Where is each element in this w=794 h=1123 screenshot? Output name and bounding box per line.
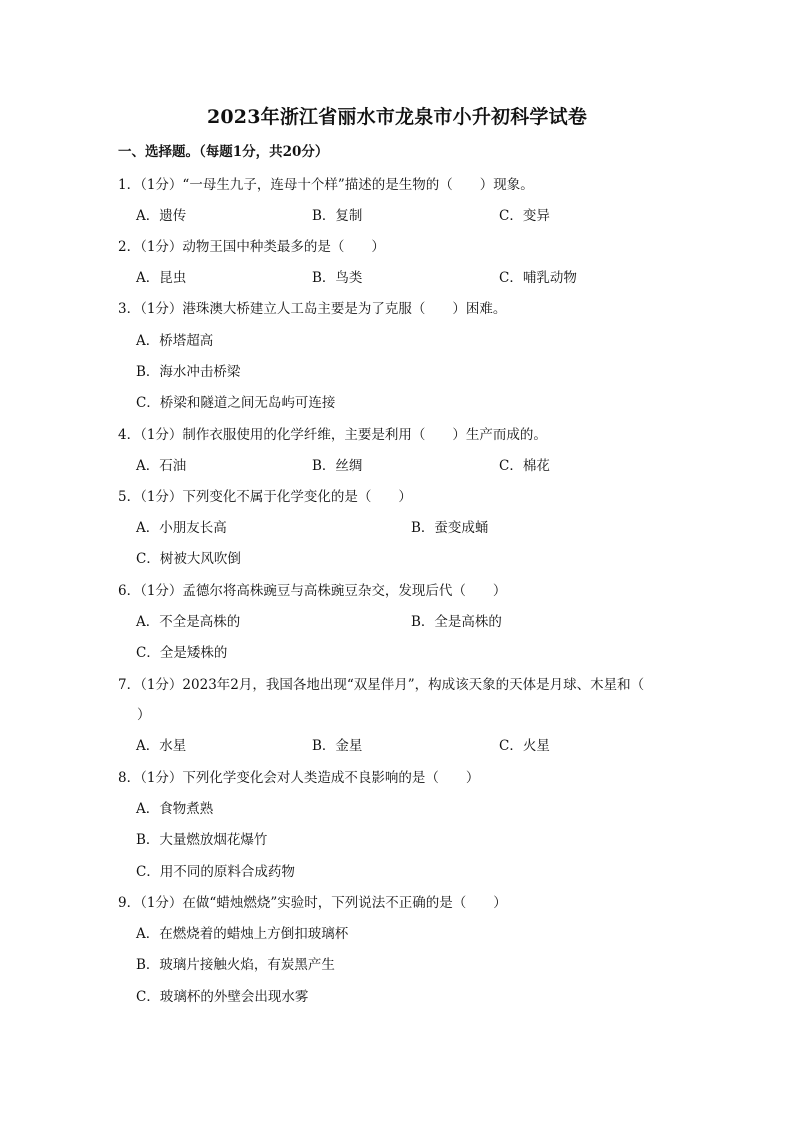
question-8-option-a[interactable]: A．食物煮熟 — [136, 801, 214, 817]
question-3-option-b[interactable]: B．海水冲击桥梁 — [136, 364, 241, 380]
question-3-option-a[interactable]: A．桥塔超高 — [136, 333, 214, 349]
question-3-stem: 3．（1分）港珠澳大桥建立人工岛主要是为了克服（ ）困难。 — [118, 301, 507, 317]
question-1-stem: 1．（1分）“一母生九子，连母十个样”描述的是生物的（ ）现象。 — [118, 177, 534, 193]
question-8-option-b[interactable]: B．大量燃放烟花爆竹 — [136, 832, 268, 848]
question-6-option-a[interactable]: A．不全是高株的 — [136, 614, 241, 630]
question-4-option-c[interactable]: C．棉花 — [499, 458, 550, 474]
question-7-option-c[interactable]: C．火星 — [499, 738, 550, 754]
question-4-option-a[interactable]: A．石油 — [136, 458, 187, 474]
question-1-option-a[interactable]: A．遗传 — [136, 208, 187, 224]
question-4-stem: 4．（1分）制作衣服使用的化学纤维，主要是利用（ ）生产而成的。 — [118, 427, 547, 443]
question-6-option-c[interactable]: C．全是矮株的 — [136, 645, 228, 661]
question-7-stem-continued: ） — [137, 707, 151, 723]
question-2-stem: 2．（1分）动物王国中种类最多的是（ ） — [118, 239, 385, 255]
question-9-option-c[interactable]: C．玻璃杯的外壁会出现水雾 — [136, 989, 309, 1005]
question-6-option-b[interactable]: B．全是高株的 — [411, 614, 502, 630]
question-9-stem: 9．（1分）在做“蜡烛燃烧”实验时，下列说法不正确的是（ ） — [118, 895, 507, 911]
question-6-stem: 6．（1分）孟德尔将高株豌豆与高株豌豆杂交，发现后代（ ） — [118, 583, 507, 599]
question-5-option-b[interactable]: B．蚕变成蛹 — [411, 520, 489, 536]
question-7-option-a[interactable]: A．水星 — [136, 738, 187, 754]
question-8-stem: 8．（1分）下列化学变化会对人类造成不良影响的是（ ） — [118, 770, 480, 786]
question-9-option-a[interactable]: A．在燃烧着的蜡烛上方倒扣玻璃杯 — [136, 926, 349, 942]
question-5-option-a[interactable]: A．小朋友长高 — [136, 520, 227, 536]
question-2-option-c[interactable]: C．哺乳动物 — [499, 270, 577, 286]
question-2-option-b[interactable]: B．鸟类 — [312, 270, 363, 286]
question-3-option-c[interactable]: C．桥梁和隧道之间无岛屿可连接 — [136, 395, 336, 411]
question-7-stem: 7．（1分）2023年2月，我国各地出现“双星伴月”，构成该天象的天体是月球、木星和（ — [118, 677, 645, 693]
question-7-option-b[interactable]: B．金星 — [312, 738, 363, 754]
question-1-option-b[interactable]: B．复制 — [312, 208, 363, 224]
question-5-stem: 5．（1分）下列变化不属于化学变化的是（ ） — [118, 489, 412, 505]
section-heading: 一、选择题。（每题1分，共20分） — [118, 144, 329, 160]
question-9-option-b[interactable]: B．玻璃片接触火焰，有炭黑产生 — [136, 957, 335, 973]
question-2-option-a[interactable]: A．昆虫 — [136, 270, 187, 286]
question-8-option-c[interactable]: C．用不同的原料合成药物 — [136, 864, 295, 880]
exam-title: 2023年浙江省丽水市龙泉市小升初科学试卷 — [206, 106, 588, 128]
question-1-option-c[interactable]: C．变异 — [499, 208, 550, 224]
question-4-option-b[interactable]: B．丝绸 — [312, 458, 363, 474]
question-5-option-c[interactable]: C．树被大风吹倒 — [136, 551, 241, 567]
